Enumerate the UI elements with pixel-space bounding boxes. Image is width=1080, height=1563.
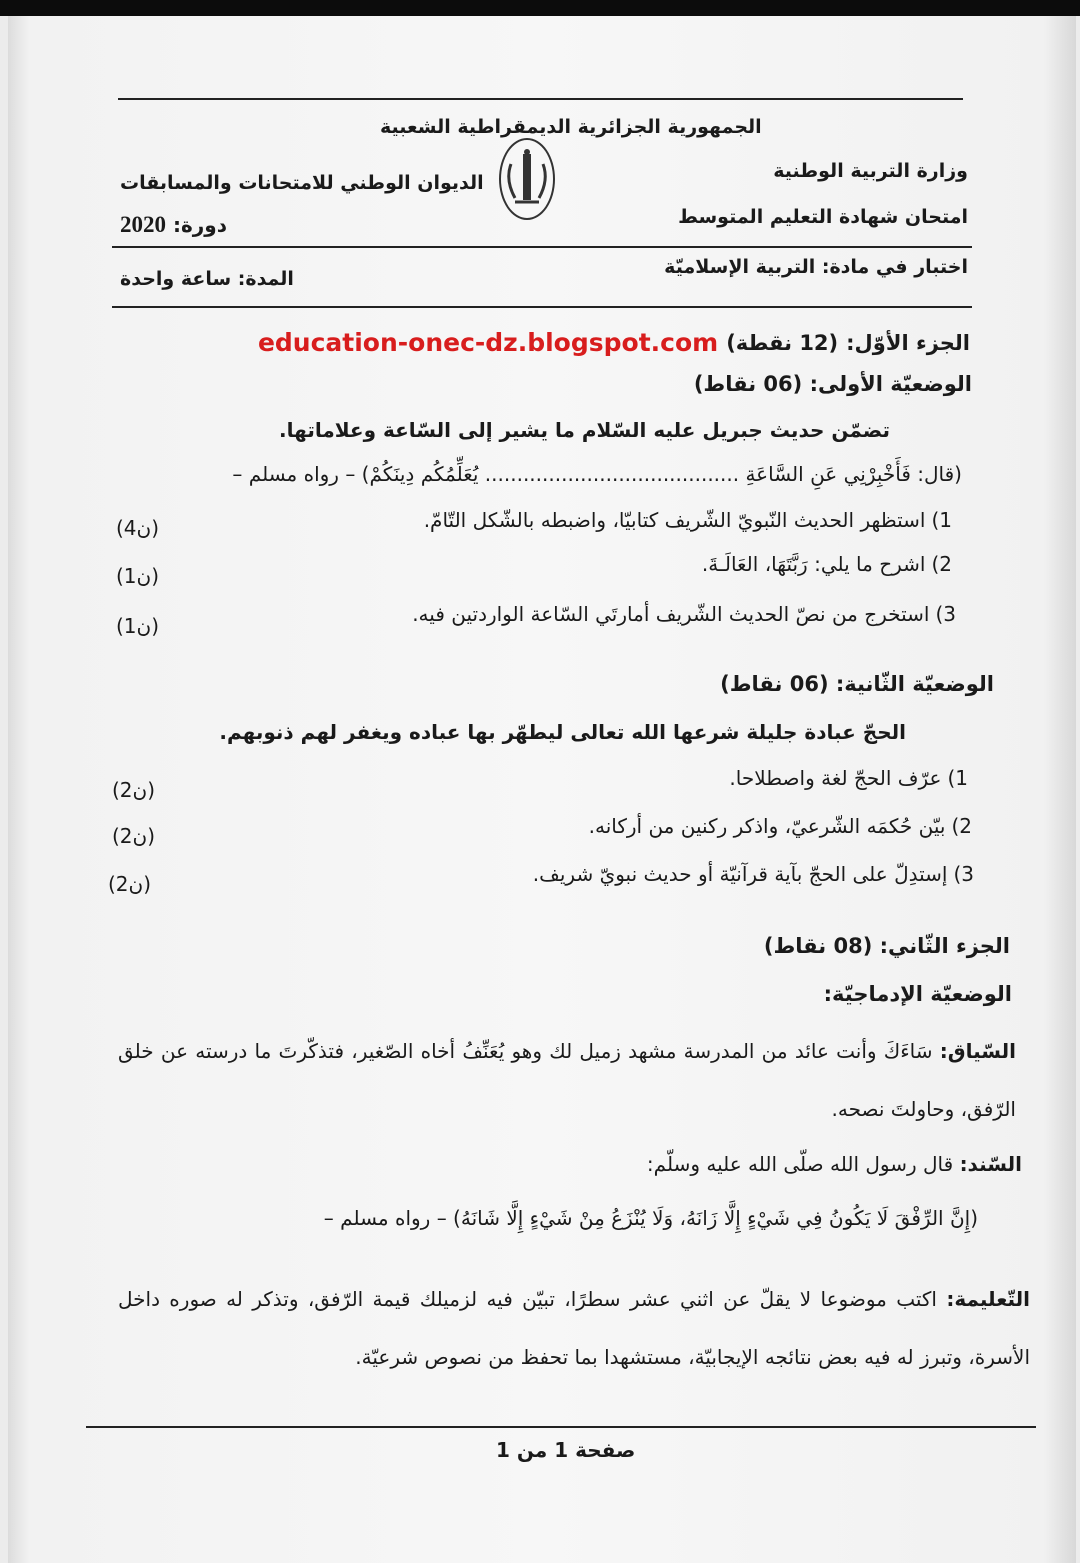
- ministry-name: وزارة التربية الوطنية: [773, 160, 968, 182]
- republic-title: الجمهورية الجزائرية الديمقراطية الشعبية: [380, 116, 762, 138]
- s2-q1-mark: (2ن): [112, 778, 156, 802]
- top-dark-bar: [0, 0, 1080, 16]
- s2-q2-mark: (2ن): [112, 824, 156, 848]
- support-line: [647, 1152, 1022, 1176]
- instruction-label: التّعليمة:: [946, 1287, 1031, 1311]
- part1-title: الجزء الأوّل:: [846, 330, 970, 355]
- session-label: دورة:: [172, 213, 227, 237]
- instruction-text: اكتب موضوعا لا يقلّ عن اثني عشر سطرًا، تبيّن فيه لزميلك قيمة الرّفق، وتذكر له صوره داخل الأسرة، وتبرز له فيه بعض نتائجه الإيجابيّة، مستشهدا بما تحفظ من نصوص شرعيّة.: [118, 1287, 1030, 1369]
- situation1-intro: تضمّن حديث جبريل عليه السّلام ما يشير إلى السّاعة وعلاماتها.: [279, 418, 890, 442]
- s2-question-2: [589, 814, 972, 838]
- watermark-url: education-onec-dz.blogspot.com: [257, 328, 719, 357]
- s2-question-3: [533, 862, 974, 886]
- question-number: 2): [931, 552, 952, 576]
- integration-situation-title: الوضعيّة الإدماجيّة:: [823, 982, 1012, 1006]
- context-paragraph: [118, 1022, 1016, 1138]
- s1-q2-mark: (1ن): [116, 564, 160, 588]
- session-year: 2020: [120, 212, 166, 237]
- question-number: 3): [935, 602, 956, 626]
- s1-question-3: [412, 602, 956, 626]
- s1-q1-mark: (4ن): [116, 516, 160, 540]
- part1-heading: [258, 328, 970, 357]
- situation1-hadith: (قال: فَأَخْبِرْنِي عَنِ السَّاعَةِ ........................................ يُعَلِّمُكُم دِينَكُمْ) – رواه مسلم –: [232, 462, 962, 486]
- situation1-title: الوضعيّة الأولى: (06 نقاط): [693, 372, 972, 396]
- office-name: الديوان الوطني للامتحانات والمسابقات: [120, 172, 484, 194]
- question-number: 2): [951, 814, 972, 838]
- header-mid-rule: [112, 246, 972, 248]
- header-top-rule: [118, 98, 963, 100]
- emblem-logo: [499, 138, 555, 220]
- situation2-intro: الحجّ عبادة جليلة شرعها الله تعالى ليطهّر بها عباده ويغفر لهم ذنوبهم.: [219, 720, 906, 744]
- s1-question-1: [424, 508, 952, 532]
- instruction-paragraph: [118, 1270, 1030, 1386]
- s1-q3-mark: (1ن): [116, 614, 160, 638]
- footer-rule: [86, 1426, 1036, 1428]
- question-number: 1): [947, 766, 968, 790]
- question-text: اشرح ما يلي: رَبَّتَهَا، العَالَـةَ.: [701, 552, 926, 576]
- context-text: سَاءَكَ وأنت عائد من المدرسة مشهد زميل لك وهو يُعَنِّفُ أخاه الصّغير، فتذكّرتَ ما درسته عن خلق الرّفق، وحاولتَ نصحه.: [118, 1039, 1016, 1121]
- question-text: عرّف الحجّ لغة واصطلاحا.: [729, 766, 942, 790]
- page-number: صفحة 1 من 1: [496, 1438, 636, 1462]
- question-number: 1): [931, 508, 952, 532]
- exam-name: امتحان شهادة التعليم المتوسط: [678, 206, 968, 228]
- part2-title: الجزء الثّاني: (08 نقاط): [763, 934, 1010, 958]
- s1-question-2: [702, 552, 952, 576]
- session: [120, 212, 227, 238]
- header-bottom-rule: [112, 306, 972, 308]
- duration-line: المدة: ساعة واحدة: [120, 268, 294, 290]
- subject-line: اختبار في مادة: التربية الإسلاميّة: [664, 256, 968, 278]
- question-text: بيّن حُكمَه الشّرعيّ، واذكر ركنين من أركانه.: [588, 814, 946, 838]
- situation2-title: الوضعيّة الثّانية: (06 نقاط): [720, 672, 994, 696]
- part1-points: (12 نقطة): [726, 330, 839, 355]
- s2-question-1: [729, 766, 968, 790]
- emblem-icon: [501, 140, 553, 218]
- question-text: استظهر الحديث النّبويّ الشّريف كتابيّا، واضبطه بالشّكل التّامّ.: [423, 508, 926, 532]
- question-text: إستدِلّ على الحجّ بآية قرآنيّة أو حديث نبويّ شريف.: [532, 862, 948, 886]
- support-hadith: (إِنَّ الرِّفْقَ لَا يَكُونُ فِي شَيْءٍ إِلَّا زَانَهُ، وَلَا يُنْزَعُ مِنْ شَيْءٍ إِلَّا شَانَهُ) – رواه مسلم –: [323, 1206, 978, 1230]
- s2-q3-mark: (2ن): [108, 872, 152, 896]
- question-number: 3): [953, 862, 974, 886]
- support-text: قال رسول الله صلّى الله عليه وسلّم:: [646, 1152, 954, 1176]
- question-text: استخرج من نصّ الحديث الشّريف أمارتَي السّاعة الواردتين فيه.: [412, 602, 930, 626]
- support-label: السّند:: [959, 1152, 1022, 1176]
- context-label: السّياق:: [939, 1039, 1017, 1063]
